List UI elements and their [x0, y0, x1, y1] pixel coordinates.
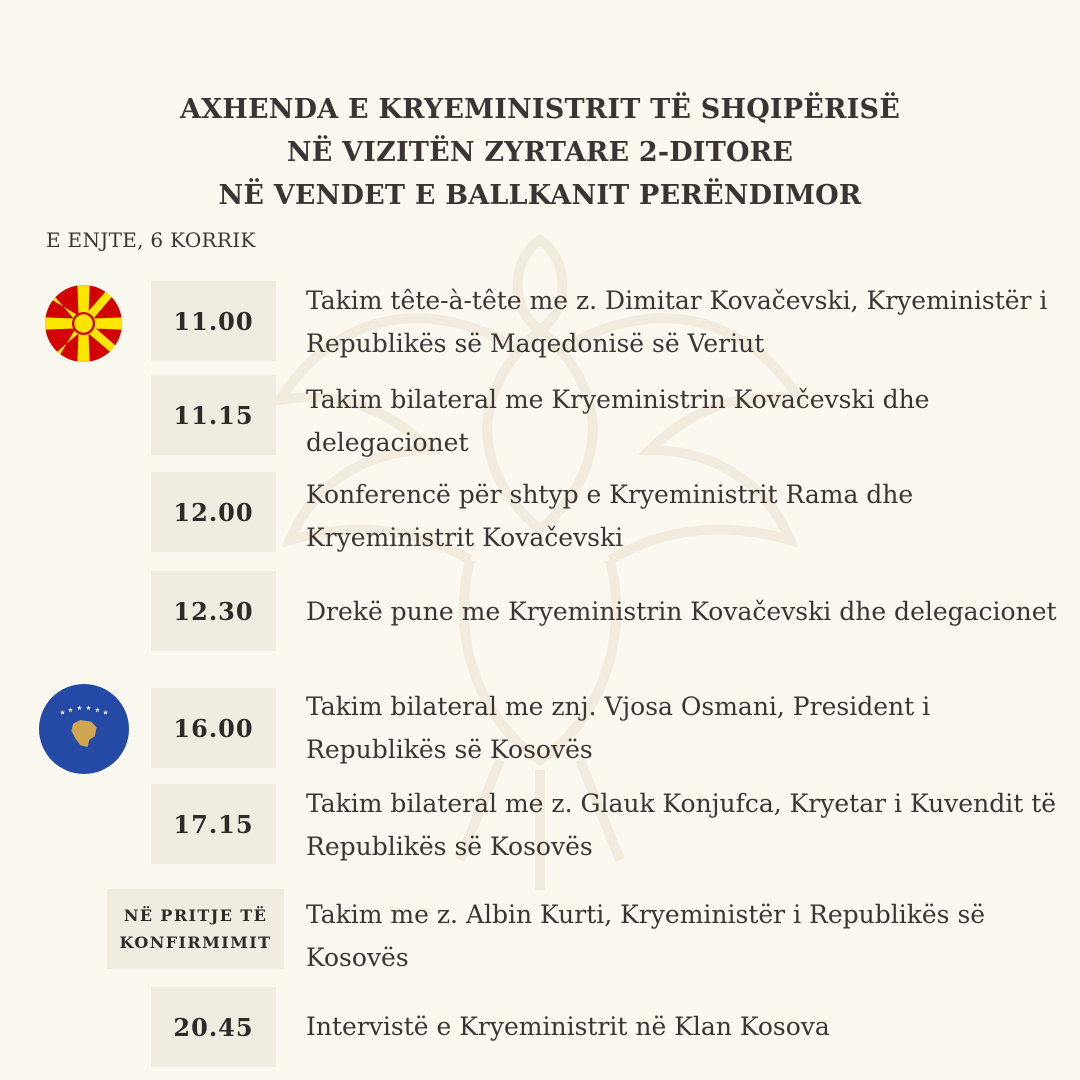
north-macedonia-flag-icon	[45, 285, 122, 362]
pending-status-line-2: KONFIRMIMIT	[119, 933, 272, 952]
title-line-1: AXHENDA E KRYEMINISTRIT TË SHQIPËRISË	[180, 94, 900, 125]
time-slot: 11.15	[151, 375, 276, 455]
kosovo-flag-icon	[39, 684, 129, 774]
title-line-3: NË VENDET E BALLKANIT PERËNDIMOR	[218, 180, 862, 211]
svg-text:★: ★	[85, 705, 92, 713]
time-slot: 11.00	[151, 281, 276, 361]
svg-text:★: ★	[59, 709, 66, 717]
time-slot: 16.00	[151, 688, 276, 768]
svg-text:★: ★	[94, 706, 101, 714]
event-description: Konferencë për shtyp e Kryeministrit Rama dhe Kryeministrit Kovačevski	[306, 480, 914, 552]
event-description: Takim bilateral me Kryeministrin Kovačevski dhe delegacionet	[306, 385, 930, 457]
event-description: Takim bilateral me znj. Vjosa Osmani, President i Republikës së Kosovës	[306, 692, 931, 764]
event-description: Takim bilateral me z. Glauk Konjufca, Kryetar i Kuvendit të Republikës së Kosovës	[306, 789, 1057, 861]
pending-status-line-1: NË PRITJE TË	[123, 906, 268, 925]
pending-confirmation-badge	[107, 889, 284, 969]
event-description: Drekë pune me Kryeministrin Kovačevski dhe delegacionet	[306, 597, 1057, 626]
event-description: Takim tête-à-tête me z. Dimitar Kovačevski, Kryeministër i Republikës së Maqedonisë së Veriut	[306, 286, 1048, 358]
svg-text:★: ★	[76, 705, 83, 713]
page-title	[0, 88, 1080, 217]
svg-text:★: ★	[67, 706, 74, 714]
day-label: E ENJTE, 6 KORRIK	[46, 228, 256, 252]
title-line-2: NË VIZITËN ZYRTARE 2-DITORE	[286, 137, 794, 168]
time-slot: 12.00	[151, 472, 276, 552]
time-slot: 17.15	[151, 784, 276, 864]
event-description: Intervistë e Kryeministrit në Klan Kosova	[306, 1012, 830, 1041]
time-slot: 20.45	[151, 987, 276, 1067]
time-slot: 12.30	[151, 571, 276, 651]
event-description: Takim me z. Albin Kurti, Kryeministër i Republikës së Kosovës	[306, 900, 986, 972]
svg-text:★: ★	[102, 709, 109, 717]
